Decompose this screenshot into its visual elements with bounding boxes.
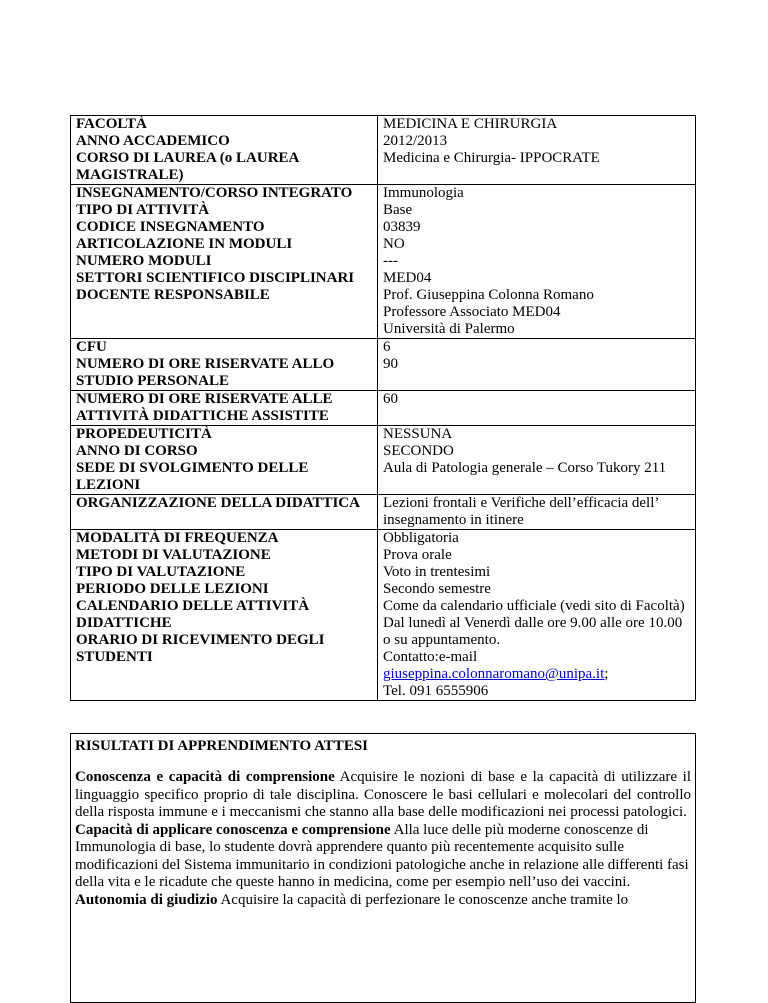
field-label: METODI DI VALUTAZIONE (76, 547, 271, 563)
field-label: MODALITÀ DI FREQUENZA (76, 530, 279, 546)
field-label: CFU (76, 339, 107, 355)
field-values-cell (378, 116, 696, 185)
paragraph-judgement (75, 892, 691, 910)
field-label: CODICE INSEGNAMENTO (76, 219, 265, 235)
field-value: Secondo semestre (383, 581, 491, 597)
contact-email-line (383, 666, 690, 683)
field-label: NUMERO DI ORE RISERVATE ALLO STUDIO PERSONALE (76, 356, 335, 389)
table-row (71, 391, 696, 426)
field-value: 6 (383, 339, 391, 355)
field-value: Università di Palermo (383, 321, 515, 337)
field-value: --- (383, 253, 398, 269)
field-labels-cell (71, 185, 378, 339)
field-label: ANNO DI CORSO (76, 443, 198, 459)
section-title: RISULTATI DI APPRENDIMENTO ATTESI (75, 738, 368, 754)
field-value: MED04 (383, 270, 432, 286)
learning-outcomes-section (70, 733, 696, 1003)
field-label: DOCENTE RESPONSABILE (76, 287, 270, 303)
field-values-cell (378, 391, 696, 426)
field-value: Prova orale (383, 547, 452, 563)
field-value: Professore Associato MED04 (383, 304, 561, 320)
field-label: PERIODO DELLE LEZIONI (76, 581, 269, 597)
field-value: Base (383, 202, 413, 218)
field-labels-cell (71, 116, 378, 185)
field-label: CORSO DI LAUREA (o LAUREA MAGISTRALE) (76, 150, 299, 183)
table-row (71, 339, 696, 391)
field-value: Medicina e Chirurgia- IPPOCRATE (383, 150, 600, 166)
field-value: NO (383, 236, 405, 252)
field-label: ORGANIZZAZIONE DELLA DIDATTICA (76, 495, 360, 511)
paragraph-application-text: Alla luce delle più moderne conoscenze di Immunologia di base, lo studente dovrà apprendere quanto più recentemente acquisito sulle modificazioni del Sistema immunitario in condizioni patologiche anche in relazione alle differenti fasi della vita e le ricadute che queste hanno in medicina, come per esempio nell’uso dei vaccini. (75, 821, 689, 890)
field-label: INSEGNAMENTO/CORSO INTEGRATO (76, 185, 353, 201)
field-labels-cell (71, 530, 378, 701)
field-value: 03839 (383, 219, 421, 235)
field-value: Dal lunedì al Venerdì dalle ore 9.00 alle ore 10.00 o su appuntamento. (383, 615, 683, 648)
field-value: Contatto:e-mail (383, 649, 478, 665)
field-value: 60 (383, 391, 398, 407)
paragraph-application-heading: Capacità di applicare conoscenza e comprensione (75, 821, 391, 838)
paragraph-knowledge (75, 769, 691, 822)
paragraph-knowledge-text: Acquisire le nozioni di base e la capacità di utilizzare il linguaggio specifico proprio di tale disciplina. Conoscere le basi cellulari e molecolari del controllo della risposta immune e i meccanismi che stanno alla base delle modificazioni nei processi patologici. (75, 769, 692, 820)
email-link[interactable]: giuseppina.colonnaromano@unipa.it (383, 666, 605, 682)
table-row (71, 495, 696, 530)
field-label: ANNO ACCADEMICO (76, 133, 230, 149)
course-info-table (70, 115, 696, 701)
field-value: MEDICINA E CHIRURGIA (383, 116, 558, 132)
field-value: 2012/2013 (383, 133, 448, 149)
contact-phone: Tel. 091 6555906 (383, 683, 489, 699)
table-row (71, 185, 696, 339)
field-value: Voto in trentesimi (383, 564, 491, 580)
field-value: Immunologia (383, 185, 464, 201)
field-label: TIPO DI ATTIVITÀ (76, 202, 210, 218)
field-label: TIPO DI VALUTAZIONE (76, 564, 246, 580)
field-values-cell (378, 185, 696, 339)
field-value: Prof. Giuseppina Colonna Romano (383, 287, 594, 303)
field-label: ARTICOLAZIONE IN MODULI (76, 236, 293, 252)
field-label: SETTORI SCIENTIFICO DISCIPLINARI (76, 270, 355, 286)
field-labels-cell (71, 339, 378, 391)
field-label: NUMERO DI ORE RISERVATE ALLE ATTIVITÀ DIDATTICHE ASSISTITE (76, 391, 333, 424)
field-label: SEDE DI SVOLGIMENTO DELLE LEZIONI (76, 460, 309, 493)
field-label: ORARIO DI RICEVIMENTO DEGLI STUDENTI (76, 632, 325, 665)
field-values-cell (378, 495, 696, 530)
field-label: PROPEDEUTICITÀ (76, 426, 212, 442)
field-labels-cell (71, 391, 378, 426)
field-value: SECONDO (383, 443, 454, 459)
table-row (71, 116, 696, 185)
paragraph-application (75, 822, 691, 892)
field-values-cell (378, 426, 696, 495)
field-label: NUMERO MODULI (76, 253, 212, 269)
paragraph-knowledge-heading: Conoscenza e capacità di comprensione (75, 769, 335, 785)
field-value: Come da calendario ufficiale (vedi sito di Facoltà) (383, 598, 685, 614)
field-values-cell (378, 339, 696, 391)
email-separator: ; (604, 666, 609, 682)
field-value: Aula di Patologia generale – Corso Tukory 211 (383, 460, 667, 476)
paragraph-judgement-heading: Autonomia di giudizio (75, 891, 218, 908)
field-values-cell (378, 530, 696, 701)
field-labels-cell (71, 426, 378, 495)
field-label: FACOLTÀ (76, 116, 147, 132)
field-value: 90 (383, 356, 398, 372)
paragraph-judgement-text: Acquisire la capacità di perfezionare le conoscenze anche tramite lo (217, 891, 629, 908)
field-label: CALENDARIO DELLE ATTIVITÀ DIDATTICHE (76, 598, 310, 631)
field-labels-cell (71, 495, 378, 530)
table-row (71, 426, 696, 495)
field-value: Obbligatoria (383, 530, 459, 546)
table-row (71, 530, 696, 701)
field-value: NESSUNA (383, 426, 453, 442)
field-value: Lezioni frontali e Verifiche dell’efficacia dell’ insegnamento in itinere (383, 495, 659, 528)
